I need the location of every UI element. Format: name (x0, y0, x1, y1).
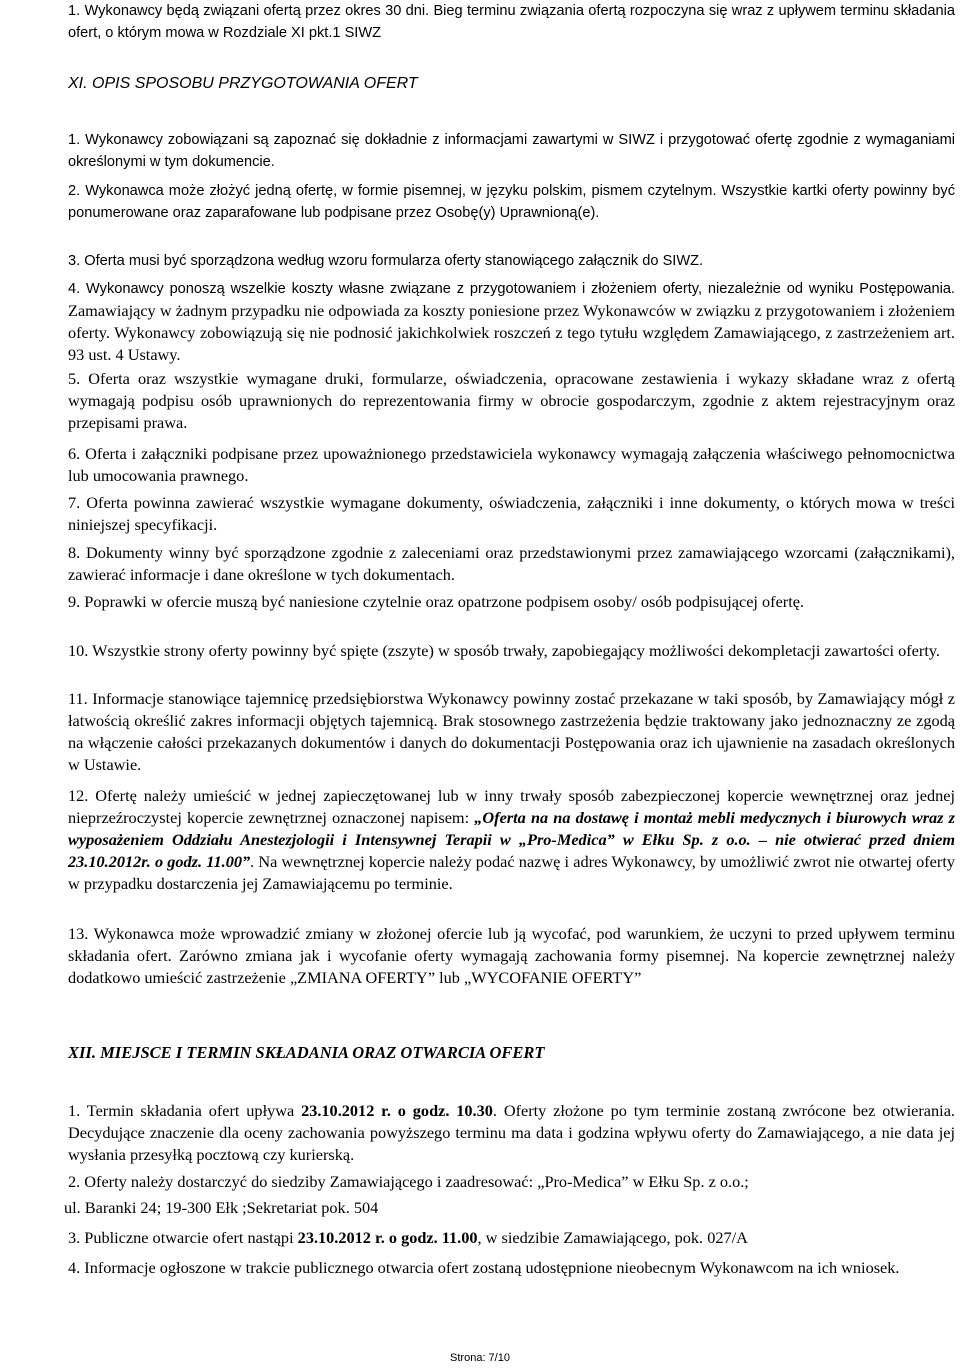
section-xi-item-5: 5. Oferta oraz wszystkie wymagane druki, formularze, oświadczenia, opracowane zestawienia i wykazy składane wraz z ofertą wymagają podpisu osób uprawnionych do reprezentowania firmy w obrocie gospodarczym, zgodnie z aktem rejestracyjnym oraz przepisami prawa. (68, 369, 955, 432)
section-xi-item-13: 13. Wykonawca może wprowadzić zmiany w złożonej ofercie lub ją wycofać, pod warunkiem, że uczyni to przed upływem terminu składania ofert. Zarówno zmiana jak i wycofanie oferty wymagają zachowania formy pisemnej. Na kopercie zewnętrznej należy dodatkowo umieścić zastrzeżenie „ZMIANA OFERTY” lub „WYCOFANIE OFERTY” (68, 924, 955, 987)
section-xi-item-9: 9. Poprawki w ofercie muszą być naniesione czytelnie oraz opatrzone podpisem osoby/ osób podpisującej ofertę. (68, 592, 805, 611)
item-1-deadline: 23.10.2012 r. o godz. 10.30 (301, 1101, 493, 1120)
section-xi-item-4-part-b: Zamawiający w żadnym przypadku nie odpowiada za koszty poniesione przez Wykonawców w związku z przygotowaniem i złożeniem oferty. Wykonawcy zobowiązują się nie podnosić jakichkolwiek roszczeń z tego tytułu względem Zamawiającego, z zastrzeżeniem art. 93 ust. 4 Ustawy. (68, 301, 955, 364)
section-xi-item-11: 11. Informacje stanowiące tajemnicę przedsiębiorstwa Wykonawcy powinny zostać przekazane w taki sposób, by Zamawiający mógł z łatwością określić zakres informacji objętych tajemnicą. Brak stosownego zastrzeżenia będzie traktowany jako jednoznaczny ze zgodą na włączenie całości przekazanych dokumentów i danych do dokumentacji Postępowania oraz ich ujawnienie na zasadach określonych w Ustawie. (68, 689, 955, 774)
section-xi-heading: XI. OPIS SPOSOBU PRZYGOTOWANIA OFERT (68, 75, 418, 92)
section-xi-item-3: 3. Oferta musi być sporządzona według wzoru formularza oferty stanowiącego załącznik do SIWZ. (68, 253, 704, 269)
item-12-text-start: 12. Ofertę należy umieścić w jednej zapieczętowanej lub w inny trwały sposób zabezpieczonej kopercie wewnętrznej oraz jednej nieprzeźroczystej kopercie zewnętrznej oznaczonej napisem: (68, 786, 955, 827)
section-xi-item-6: 6. Oferta i załączniki podpisane przez upoważnionego przedstawiciela wykonawcy wymagają załączenia właściwego pełnomocnictwa lub umocowania prawnego. (68, 444, 955, 485)
item-1-text-end: . Oferty złożone po tym terminie zostaną zwrócone bez otwierania. Decydujące znaczenie dla oceny zachowania powyższego terminu ma data i godzina wpływu oferty do Zamawiającego, a nie data jej wysłania przesyłką pocztową czy kurierską. (68, 1101, 955, 1164)
section-xi-item-4-part-a: 4. Wykonawcy ponoszą wszelkie koszty własne związane z przygotowaniem i złożeniem oferty, niezależnie od wyniku Postępowania. (68, 281, 955, 297)
item-3-text-start: 3. Publiczne otwarcie ofert nastąpi (68, 1228, 298, 1247)
intro-item-1: 1. Wykonawcy będą związani ofertą przez okres 30 dni. Bieg terminu związania ofertą rozpoczyna się wraz z upływem terminu składania ofert, o którym mowa w Rozdziale XI pkt.1 SIWZ (68, 3, 955, 41)
section-xi-item-4 (68, 277, 955, 366)
section-xii-item-1 (68, 1100, 955, 1166)
item-1-text-start: 1. Termin składania ofert upływa (68, 1101, 302, 1120)
page-number: Strona: 7/10 (450, 1352, 510, 1364)
section-xii-item-2-address: ul. Baranki 24; 19-300 Ełk ;Sekretariat pok. 504 (64, 1198, 379, 1217)
section-xi-item-10: 10. Wszystkie strony oferty powinny być spięte (zszyte) w sposób trwały, zapobiegający możliwości dekompletacji zawartości oferty. (68, 641, 940, 660)
section-xii-item-3 (68, 1227, 955, 1249)
section-xii-heading: XII. MIEJSCE I TERMIN SKŁADANIA ORAZ OTWARCIA OFERT (68, 1043, 545, 1062)
section-xii-item-4: 4. Informacje ogłoszone w trakcie publicznego otwarcia ofert zostaną udostępnione nieobecnym Wykonawcom na ich wniosek. (68, 1258, 900, 1277)
section-xi-item-8: 8. Dokumenty winny być sporządzone zgodnie z zaleceniami oraz przedstawionymi przez zamawiającego wzorcami (załącznikami), zawierać informacje i dane określone w tych dokumentach. (68, 543, 955, 584)
section-xii-item-2: 2. Oferty należy dostarczyć do siedziby Zamawiającego i zaadresować: „Pro-Medica” w Ełku Sp. z o.o.; (68, 1172, 749, 1191)
item-12-envelope-label: „Oferta na na dostawę i montaż mebli medycznych i biurowych wraz z wyposażeniem Oddziału Anestezjologii i Intensywnej Terapii w „Pro-Medica” w Ełku Sp. z o.o. – nie otwierać przed dniem 23.10.2012r. o godz. 11.00” (68, 808, 955, 871)
section-xi-item-12 (68, 785, 955, 895)
item-12-text-end: . Na wewnętrznej kopercie należy podać nazwę i adres Wykonawcy, by umożliwić zwrot nie otwartej oferty w przypadku dostarczenia jej Zamawiającemu po terminie. (68, 852, 955, 893)
item-3-opening-date: 23.10.2012 r. o godz. 11.00 (297, 1228, 478, 1247)
section-xi-item-1: 1. Wykonawcy zobowiązani są zapoznać się dokładnie z informacjami zawartymi w SIWZ i przygotować ofertę zgodnie z wymaganiami określonymi w tym dokumencie. (68, 132, 955, 170)
section-xi-item-7: 7. Oferta powinna zawierać wszystkie wymagane dokumenty, oświadczenia, załączniki i inne dokumenty, o których mowa w treści niniejszej specyfikacji. (68, 493, 955, 534)
item-3-text-end: , w siedzibie Zamawiającego, pok. 027/A (477, 1228, 748, 1247)
section-xi-item-2: 2. Wykonawca może złożyć jedną ofertę, w formie pisemnej, w języku polskim, pismem czytelnym. Wszystkie kartki oferty powinny być ponumerowane oraz zaparafowane lub podpisane przez Osobę(y) Uprawnioną(e). (68, 183, 955, 221)
